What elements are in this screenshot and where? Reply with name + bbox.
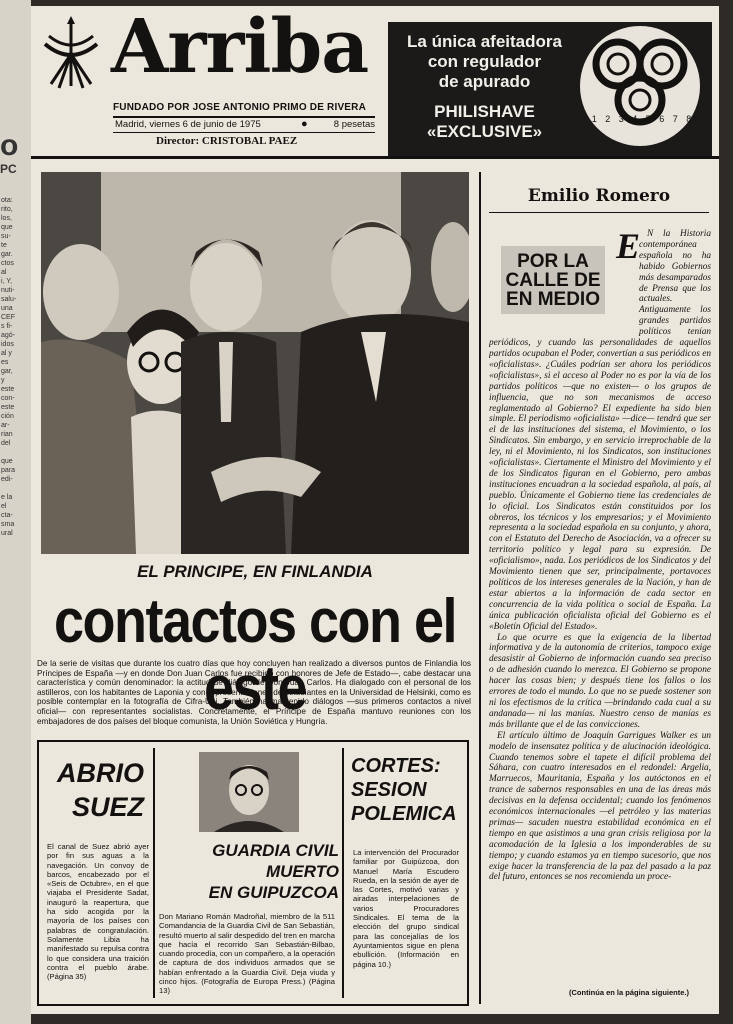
brief-guardia-headline-line: EN GUIPUZCOA <box>208 883 339 902</box>
brief-cortes-headline-line: CORTES: <box>351 755 441 777</box>
column-paragraph: Lo que ocurre es que la exigencia de la libertad informativa y de la autonomía de criterios, tampoco exige desasistir al Gobierno de información cuando sea preciso o de adhesión cuando lo merezca. El Gobierno se propone hacer las cosas bien; y después tiene los fallos o los errores de todo el mundo. Lo que no se puede sostener son ni los efectismos de la crítica —brindando cada cual a su andanada— ni las manías. Nuestro censo de manías es más brillante que el de las convicciones. <box>489 632 711 730</box>
adjacent-page-line: del <box>1 440 11 447</box>
yoke-and-arrows-emblem <box>41 14 101 94</box>
ad-line: La única afeitadora <box>407 32 562 51</box>
column-article-text <box>489 226 711 989</box>
article-lead: De la serie de visitas que durante los cuatro días que hoy concluyen han realizado a diversos puntos de Finlandia los Príncipes de España —y en donde Don Juan Carlos fue recibido con honores de Jefe de Estado—, cabe destacar una característica y común denominador: la actitud de diálogo de Don Juan Carlos. Ha dialogado con el personal de los astilleros, con los habitantes de Laponia y con representaciones de estudiantes en la Universidad de Helsinki, como es posible contemplar en la fotografía de Cifra-Upi. También ha mantenido diálogos —sus primeros contactos a nivel oficial— con representantes socialistas. Concretamente, el Príncipe de España mantuvo reuniones con los embajadores de dos países del bloque comunista, la Unión Soviética y Hungría. <box>37 659 471 726</box>
philishave-advertisement <box>388 22 712 156</box>
ad-model: «EXCLUSIVE» <box>426 122 543 141</box>
regulator-dial-numbers: 1 2 3 4 5 6 7 8 <box>591 114 695 124</box>
adjacent-page-line: e la <box>1 494 13 501</box>
adjacent-page-line: ción <box>1 413 14 420</box>
adjacent-page-fragment-large: o <box>0 129 19 162</box>
adjacent-page-line: los, <box>1 215 12 222</box>
adjacent-page-line: nuti- <box>1 287 15 294</box>
ad-line: de apurado <box>438 72 531 91</box>
adjacent-page-line: ar- <box>1 422 10 429</box>
separator-dot: ● <box>301 118 308 130</box>
brief-guardia-headline <box>164 840 339 903</box>
adjacent-page-line: edi- <box>1 476 13 483</box>
photo-people-illustration <box>41 172 469 554</box>
article-headline: contactos con el este <box>53 586 457 723</box>
newspaper-masthead: Arriba <box>111 6 369 90</box>
brief-guardia-headline-line: MUERTO <box>265 862 339 881</box>
column-paragraph: El artículo último de Joaquín Garrigues Walker es un modelo de insensatez política y de alucinación ideológica. Cuando tenemos sobre el tapete el difícil problema del Sáhara, con cuatro interesados en el redondel: Argelia, Marruecos, Mauritania, España y los autóctonos en el trance de sabernos responsables en una de las áreas más decisivas en la defensa occidental; cuando los fenómenos económicos internacionales —el petróleo y las materias primas— sacuden nuestra estabilidad económica en el tiempo en que asistimos a una gran crisis religiosa por la acomodación de la Iglesia a los imponderables de su tiempo; y cuando estamos ya en tiempo sucesorio, que nos exige hacer la transferencia de la paz del pasado a la paz del futuro, entonces se nos recomienda un proce- <box>489 730 711 883</box>
adjacent-page-line: al y <box>1 350 12 357</box>
adjacent-page-line: que <box>1 458 13 465</box>
adjacent-page-line: que <box>1 224 13 231</box>
brief-cortes-headline-line: SESION <box>351 779 427 801</box>
article-kicker: EL PRINCIPE, EN FINLANDIA <box>137 562 373 581</box>
brief-suez-body: El canal de Suez abrió ayer por fin sus aguas a la navegación. Un convoy de barcos, encabezado por el «Seis de Octubre», en el que viajaba el Presidente Sadat, inauguró la reapertura, que ha sido acogida por la mayoría de los países con palabras de congratulación. Solamente Libia ha manifestado su repulsa contra lo que considera una traición contra el pueblo árabe. (Página 35) <box>47 842 149 982</box>
ad-line: con regulador <box>427 52 542 71</box>
adjacent-page-line: agó- <box>1 332 16 339</box>
adjacent-page-line: gar, <box>1 368 13 375</box>
date-price-line <box>113 116 375 133</box>
brief-suez-headline-line: ABRIO <box>57 758 144 788</box>
column-rule <box>479 172 481 1004</box>
adjacent-page-line: ota: <box>1 197 13 204</box>
column-divider <box>342 748 344 998</box>
adjacent-page-line: sma <box>1 521 15 528</box>
column-author: Emilio Romero <box>527 186 671 206</box>
column-paragraph: N la Historia contemporánea española no ha habido Gobiernos más desamparados de Prensa que los actuales. Antiguamente los grandes partidos políticos tenían periódicos, y cuando las personalidades de aquellos partidos ocupaban el Poder, convertían a sus periódicos en «oficialistas». ¿Cuáles podrían ser ahora los periódicos «oficialistas», si el acceso al Poder no es por la vía de los partidos políticos —que no existen— o los grupos de influencia, que no son mecanismos de acceso reglamentado al Gobierno? El expediente ha sido bien simple. El periodismo «oficialista» —dice— tendrá que ser el de las instituciones del sistema, el Movimiento, o los Sindicatos. Sin embargo, y en servicio irreprochable de la ley, ni el Movimiento, ni los Sindicatos, son instituciones «oficialistas». Ciertamente el Ministro del Movimiento y el de los Sindicatos figuran en el Gobierno, pero ambas instituciones encuadran a la sociedad española, al país, al pueblo. Únicamente el Gobierno tiene las credenciales de lo oficial. Los Sindicatos están constituidos por los obreros, los técnicos y los empresarios; y el Movimiento representa a la sociedad española en su conjunto, y ahora, con el Estatuto del Derecho de Asociación, va a ofrecer su territorio político y legal para su expresión. De «oficialismo», nada. Los periódicos de los Sindicatos y del Movimiento tienen que ser, principalmente, portavoces políticos de los intereses generales de la Nación, y han de estar abiertos a la información de cada sector en concurrencia de la vida política o social de España. La única publicación oficialista oficial del Gobierno es el «Boletín Oficial del Estado». <box>489 229 711 632</box>
adjacent-page-line: i, Y, <box>1 278 13 285</box>
adjacent-page-line: este <box>1 404 15 411</box>
director-credit: Director: CRISTOBAL PAEZ <box>156 135 298 147</box>
news-briefs-box <box>37 740 469 1006</box>
adjacent-page-fragment-small: PC <box>0 162 17 176</box>
brief-suez-headline <box>49 756 144 824</box>
founder-line: FUNDADO POR JOSE ANTONIO PRIMO DE RIVERA <box>113 102 367 113</box>
adjacent-page-line: su- <box>1 233 11 240</box>
brief-cortes-headline-line: POLEMICA <box>351 803 457 825</box>
issue-date: Madrid, viernes 6 de junio de 1975 <box>115 119 261 130</box>
adjacent-page-line: este <box>1 386 15 393</box>
column-dropcap: E <box>616 226 641 266</box>
adjacent-page-edge <box>0 0 31 1024</box>
portrait-illustration <box>199 752 299 832</box>
brief-guardia-headline-line: GUARDIA CIVIL <box>212 841 339 860</box>
continued-note: (Continúa en la página siguiente.) <box>569 988 690 997</box>
newspaper-page <box>31 6 719 1014</box>
adjacent-page-line: al <box>1 269 7 276</box>
adjacent-page-line: cta- <box>1 512 13 519</box>
adjacent-page-line: para <box>1 467 16 474</box>
column-title-box: POR LA CALLE DE EN MEDIO <box>501 246 605 314</box>
adjacent-page-line: una <box>1 305 13 312</box>
adjacent-page-line: es <box>1 359 9 366</box>
adjacent-page-line: gar. <box>1 251 13 258</box>
adjacent-page-line: el <box>1 503 7 510</box>
ad-copy <box>392 32 577 142</box>
byline-rule <box>489 212 709 213</box>
shaver-heads-icon <box>580 26 700 146</box>
adjacent-page-line: idos <box>1 341 14 348</box>
adjacent-page-line <box>1 448 31 457</box>
adjacent-page-line: con- <box>1 395 15 402</box>
adjacent-page-line: s fi- <box>1 323 13 330</box>
adjacent-page-line <box>1 484 31 493</box>
adjacent-page-line: te <box>1 242 7 249</box>
adjacent-page-text <box>0 196 31 538</box>
adjacent-page-line: rito, <box>1 206 13 213</box>
guardia-civil-portrait <box>199 752 299 832</box>
adjacent-page-line: rian <box>1 431 13 438</box>
brief-suez-headline-line: SUEZ <box>71 792 144 822</box>
column-divider <box>153 748 155 998</box>
adjacent-page-line: CEF <box>1 314 15 321</box>
adjacent-page-line: ctos <box>1 260 14 267</box>
news-photo-prince-in-finland <box>41 172 469 554</box>
brief-guardia-body: Don Mariano Román Madroñal, miembro de la 511 Comandancia de la Guardia Civil de San Sebastián, resultó muerto al salir despedido del tren en marcha que hacía el recorrido San Sebastián-Bilbao, cuando procedía, con un compañero, a la operación de captura de dos individuos armados que se habían enfrentado a la Guardia Civil. Deja viuda y cinco hijos. (Fotografía de Europa Press.) (Página 13) <box>159 912 335 996</box>
issue-price: 8 pesetas <box>333 119 375 130</box>
masthead-rule <box>31 156 719 159</box>
ad-brand: PHILISHAVE <box>434 102 535 121</box>
adjacent-page-line: ural <box>1 530 13 537</box>
brief-cortes-body: La intervención del Procurador familiar por Guipúzcoa, don Manuel María Escudero Rueda, en la sesión de ayer de las Cortes, motivó varias y airadas interpelaciones de varios Procuradores Sindicales. El tema de la elección del grupo sindical para las concejalías de los Ayuntamientos sigue en plena ebullición. (Información en página 10.) <box>353 848 459 969</box>
brief-cortes-headline <box>351 754 461 826</box>
adjacent-page-line: salu- <box>1 296 17 303</box>
adjacent-page-line: y <box>1 377 5 384</box>
shaver-head-image <box>580 26 700 146</box>
